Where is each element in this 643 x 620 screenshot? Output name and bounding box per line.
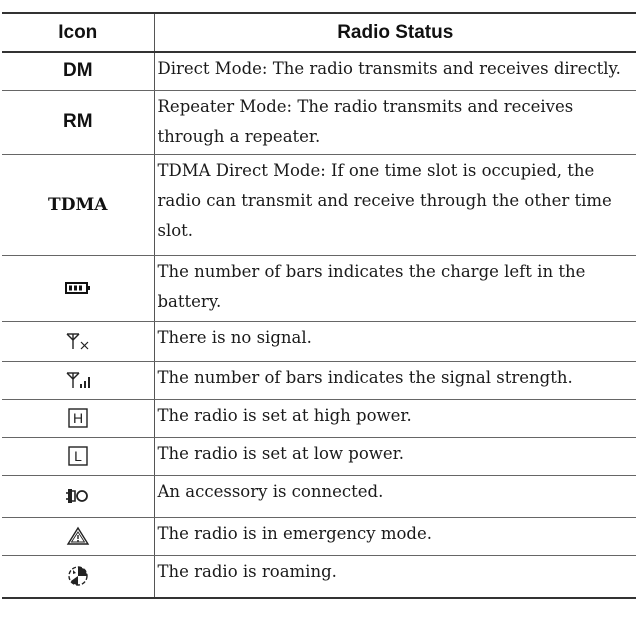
battery-icon [65,281,91,295]
table-row [2,517,636,555]
table-row [2,255,636,321]
status-description: Repeater Mode: The radio transmits and receives through a repeater. [154,90,636,154]
table-row [2,321,636,361]
table-row [2,52,636,90]
high-power-icon [68,408,88,428]
no-signal-icon [64,331,92,351]
table-row [2,154,636,255]
table-row [2,555,636,598]
tdma-mode-label: TDMA [48,194,108,215]
table-row [2,361,636,399]
emergency-icon [66,526,90,546]
repeater-mode-label: RM [62,111,93,132]
status-description: The radio is set at high power. [154,399,636,437]
direct-mode-label: DM [62,60,93,82]
status-description: The radio is in emergency mode. [154,517,636,555]
table-row [2,437,636,475]
roaming-icon [65,564,91,588]
radio-status-table [2,12,636,599]
header-radio-status: Radio Status [154,13,636,52]
high-power-glyph: H [72,410,83,426]
status-description: TDMA Direct Mode: If one time slot is occupied, the radio can transmit and receive through the other time slot. [154,154,636,255]
header-icon: Icon [2,13,154,52]
low-power-icon [68,446,88,466]
accessory-icon [66,486,90,506]
status-description: The number of bars indicates the charge left in the battery. [154,255,636,321]
table-row [2,475,636,517]
status-description: The number of bars indicates the signal strength. [154,361,636,399]
table-row [2,399,636,437]
table-row [2,90,636,154]
signal-strength-icon [64,370,92,390]
header-row [2,13,636,52]
status-description: The radio is roaming. [154,555,636,598]
status-description: Direct Mode: The radio transmits and receives directly. [154,52,636,90]
status-description: An accessory is connected. [154,475,636,517]
status-description: The radio is set at low power. [154,437,636,475]
status-description: There is no signal. [154,321,636,361]
low-power-glyph: L [73,448,82,464]
